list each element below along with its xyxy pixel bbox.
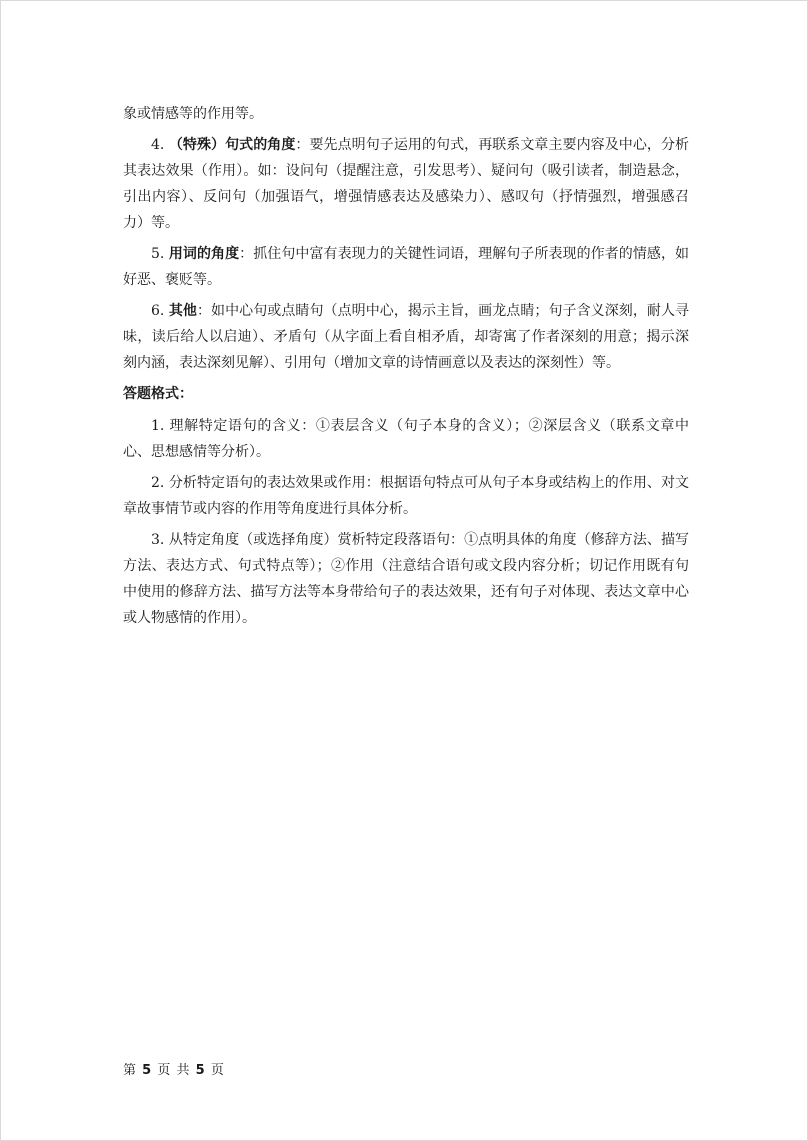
footer-current-page: 5 (142, 1063, 153, 1078)
paragraph-number: 6. (151, 303, 165, 319)
footer-prefix: 第 (123, 1063, 138, 1078)
document-body (123, 101, 689, 636)
paragraph-text: ：如中心句或点睛句（点明中心，揭示主旨，画龙点睛；句子含义深刻，耐人寻味，读后给人以启迪）、矛盾句（从字面上看自相矛盾，却寄寓了作者深刻的用意；揭示深刻内涵，表达深刻见解）、引用句（增加文章的诗情画意以及表达的深刻性）等。 (123, 303, 690, 371)
item-number: 2. (151, 475, 165, 491)
paragraph-word-choice (123, 241, 689, 293)
paragraph-other (123, 298, 689, 376)
paragraph-heading: 其他 (168, 303, 197, 319)
paragraph-sentence-pattern (123, 132, 689, 236)
paragraph-text: ：要先点明句子运用的句式，再联系文章主要内容及中心，分析其表达效果（作用）。如：设问句（提醒注意，引发思考）、疑问句（吸引读者，制造悬念，引出内容）、反问句（加强语气，增强情感表达及感染力）、感叹句（抒情强烈，增强感召力）等。 (123, 137, 690, 231)
section-title-answer-format: 答题格式： (123, 386, 193, 402)
item-text: 从特定角度（或选择角度）赏析特定段落语句：①点明具体的角度（修辞方法、描写方法、表达方式、句式特点等）；②作用（注意结合语句或文段内容分析；切记作用既有句中使用的修辞方法、描写方法等本身带给句子的表达效果，还有句子对体现、表达文章中心或人物感情的作用）。 (123, 532, 690, 626)
item-number: 1. (151, 418, 165, 434)
answer-format-item (123, 527, 689, 631)
footer-suffix: 页 (210, 1063, 225, 1078)
footer-total-pages: 5 (195, 1063, 206, 1078)
paragraph-text: ：抓住句中富有表现力的关键性词语，理解句子所表现的作者的情感，如好恶、褒贬等。 (123, 246, 690, 288)
paragraph-number: 4. (151, 137, 165, 153)
paragraph-heading: （特殊）句式的角度 (168, 137, 296, 153)
item-text: 理解特定语句的含义：①表层含义（句子本身的含义）；②深层含义（联系文章中心、思想感情等分析）。 (123, 418, 690, 460)
paragraph-number: 5. (151, 246, 165, 262)
footer-middle: 页 共 (157, 1063, 191, 1078)
answer-format-item (123, 413, 689, 465)
item-text: 分析特定语句的表达效果或作用：根据语句特点可从句子本身或结构上的作用、对文章故事情节或内容的作用等角度进行具体分析。 (123, 475, 690, 517)
paragraph-text: 象或情感等的作用等。 (123, 106, 263, 122)
answer-format-item (123, 470, 689, 522)
item-number: 3. (151, 532, 165, 548)
page-footer (123, 1059, 225, 1078)
paragraph-heading: 用词的角度 (168, 246, 240, 262)
paragraph-continuation (123, 101, 689, 127)
